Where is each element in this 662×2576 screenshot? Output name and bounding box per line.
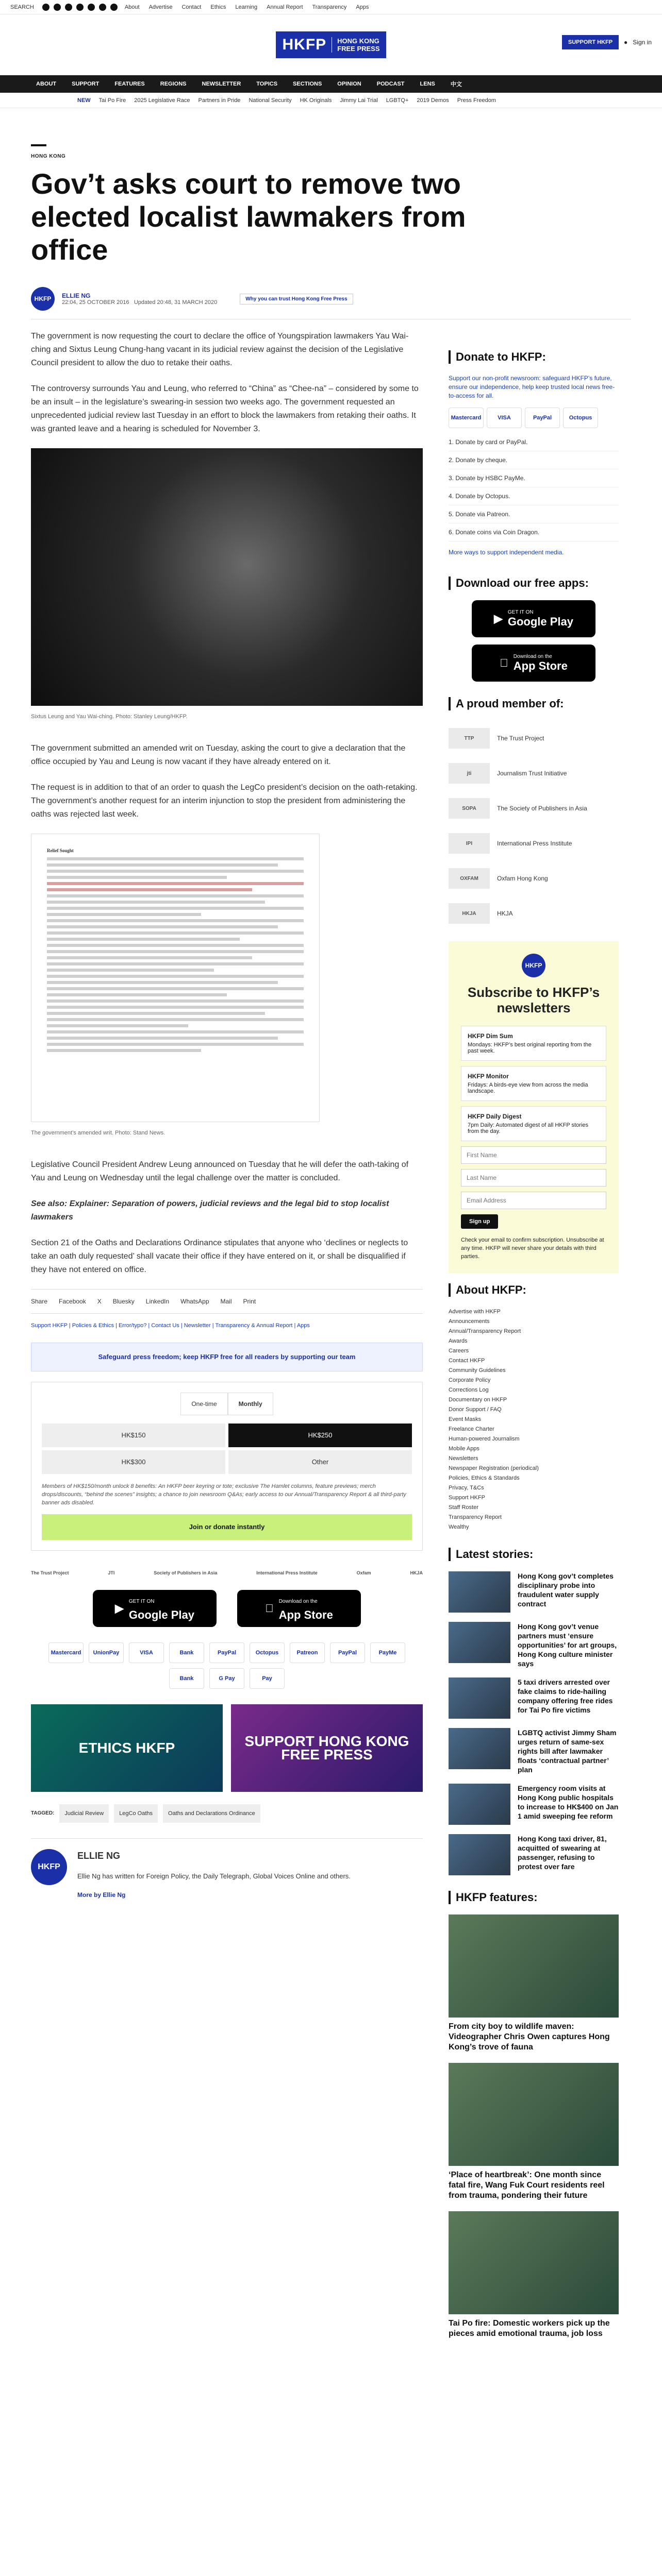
nav-item[interactable]: SUPPORT (72, 81, 100, 87)
tag[interactable]: Judicial Review (59, 1804, 109, 1823)
ethics-banner[interactable]: ETHICS HKFP (31, 1704, 223, 1792)
article-paragraph: The request is in addition to that of an order to quash the LegCo president’s decision on the oath-retaking. The government’s another request for an interim injunction to stop the president from administering the oaths was rejected last week. (31, 783, 418, 819)
payment-icon[interactable]: PayPal (525, 408, 560, 428)
app-store-button[interactable]: Download on the App Store (472, 645, 595, 682)
publish-date: 22:04, 25 OCTOBER 2016 (62, 299, 129, 306)
about-link[interactable]: Policies, Ethics & Standards (449, 1475, 520, 1481)
nav-item[interactable]: SECTIONS (293, 81, 322, 87)
donate-tabs (42, 1393, 412, 1415)
avatar: HKFP (31, 287, 55, 311)
member-item[interactable]: TTP The Trust Project (449, 721, 619, 756)
updated-date: Updated 20:48, 31 MARCH 2020 (134, 299, 218, 306)
nav-item[interactable]: ABOUT (36, 81, 57, 87)
trending-bar (0, 93, 662, 108)
member-item[interactable]: IPI International Press Institute (449, 826, 619, 861)
trending-item[interactable]: HK Originals (300, 97, 332, 104)
top-link[interactable]: Annual Report (267, 4, 303, 10)
member-logo: IPI (449, 833, 490, 854)
payment-icon[interactable]: VISA (129, 1642, 164, 1663)
amount-option[interactable]: Other (228, 1450, 412, 1474)
nav-item[interactable]: NEWSLETTER (202, 81, 241, 87)
doc-title: Relief Sought (47, 848, 74, 853)
donate-option[interactable]: 3. Donate by HSBC PayMe. (449, 469, 619, 487)
partner-logo[interactable]: HKJA (410, 1570, 423, 1575)
feature-story[interactable] (449, 2063, 619, 2201)
donate-option[interactable]: 5. Donate via Patreon. (449, 505, 619, 523)
sidebar (449, 350, 619, 2349)
linkedin-icon[interactable] (99, 4, 106, 11)
latest-story[interactable] (449, 1834, 619, 1875)
partner-logo[interactable]: Oxfam (356, 1570, 371, 1575)
nav-item[interactable]: FEATURES (114, 81, 145, 87)
nav-item[interactable]: REGIONS (160, 81, 187, 87)
payment-icon[interactable]: G Pay (209, 1668, 244, 1689)
article-body (31, 330, 423, 1902)
about-link[interactable]: Donor Support / FAQ (449, 1406, 502, 1413)
about-link[interactable]: Newspaper Registration (periodical) (449, 1465, 539, 1471)
newsletter-option[interactable]: HKFP Dim Sum Mondays: HKFP’s best original reporting from the past week. (461, 1026, 606, 1061)
threads-icon[interactable] (76, 4, 84, 11)
payment-icon[interactable]: PayPal (330, 1642, 365, 1663)
email-field[interactable] (461, 1192, 606, 1209)
about-link[interactable]: Freelance Charter (449, 1426, 494, 1432)
x-icon[interactable] (54, 4, 61, 11)
article-paragraph: Legislative Council President Andrew Leung announced on Tuesday that he will defer the oath-taking of Yau and Leung on Wednesday until the legal challenge over the matter is concluded. (31, 1160, 409, 1182)
instagram-icon[interactable] (65, 4, 72, 11)
member-heading: A proud member of: (449, 697, 619, 710)
about-link[interactable]: Community Guidelines (449, 1367, 506, 1374)
partner-logo[interactable]: JTI (108, 1570, 115, 1575)
amount-option-selected[interactable]: HK$250 (228, 1423, 412, 1447)
first-name-field[interactable] (461, 1146, 606, 1164)
payment-icon[interactable]: VISA (487, 408, 522, 428)
signup-button[interactable]: Sign up (461, 1214, 498, 1229)
article-photo (31, 448, 423, 706)
about-link[interactable]: Careers (449, 1348, 469, 1354)
share-bluesky[interactable]: Bluesky (112, 1298, 135, 1305)
newsletter-logo: HKFP (522, 954, 545, 977)
trending-item[interactable]: Press Freedom (457, 97, 496, 104)
feature-story[interactable] (449, 2211, 619, 2339)
about-link[interactable]: Awards (449, 1338, 468, 1344)
bluesky-icon[interactable] (110, 4, 118, 11)
top-link[interactable]: About (124, 4, 140, 10)
payment-icon[interactable]: Mastercard (48, 1642, 84, 1663)
newsletter-option[interactable]: HKFP Monitor Fridays: A birds-eye view from across the media landscape. (461, 1066, 606, 1101)
article-paragraph: The controversy surrounds Yau and Leung, who referred to “China” as “Chee-na” – considered by some to be an insult – in the legislature’s swearing-in session two weeks ago. The government requested an unprecedented judicial review last Tuesday in an effort to block the lawmakers from retaking their oaths. It was granted leave and a hearing is scheduled for November 3. (31, 384, 419, 433)
tag-list (31, 1804, 423, 1823)
trending-item[interactable]: National Security (249, 97, 292, 104)
nav-item[interactable]: OPINION (337, 81, 361, 87)
tags-label: TAGGED: (31, 1810, 55, 1816)
latest-heading: Latest stories: (449, 1548, 619, 1561)
apple-icon (265, 1602, 274, 1615)
article-paragraph: The government is now requesting the court to declare the office of Youngspiration lawmakers Yau Wai-ching and Sixtus Leung Chung-hang vacant in its judicial review against the decision of the Legislative Council president to allow the duo to retake their oaths. (31, 332, 409, 367)
story-title[interactable]: Emergency room visits at Hong Kong public hospitals to increase to HK$400 on Jan 1 amid sweeping fee reform (518, 1784, 619, 1820)
apps-heading: Download our free apps: (449, 577, 619, 590)
play-icon: ▶ (493, 612, 503, 625)
amount-grid (42, 1423, 412, 1474)
article-header (31, 144, 631, 319)
google-play-button[interactable]: ▶ GET IT ON Google Play (93, 1590, 217, 1627)
donate-option[interactable]: 4. Donate by Octopus. (449, 487, 619, 505)
newsletter-note: Check your email to confirm subscription. Unsubscribe at any time. HKFP will never share your details with third parties. (461, 1237, 604, 1260)
member-item[interactable]: jti Journalism Trust Initiative (449, 756, 619, 791)
top-link[interactable]: Ethics (210, 4, 226, 10)
share-whatsapp[interactable]: WhatsApp (180, 1298, 209, 1305)
payment-icon[interactable]: Pay (250, 1668, 285, 1689)
member-logo: OXFAM (449, 868, 490, 889)
photo-caption: Sixtus Leung and Yau Wai-ching. Photo: Stanley Leung/HKFP. (31, 714, 188, 720)
trending-item[interactable]: 2019 Demos (417, 97, 449, 104)
about-link[interactable]: Privacy, T&Cs (449, 1485, 484, 1491)
tab-monthly[interactable]: Monthly (228, 1393, 273, 1415)
partner-logo[interactable]: The Trust Project (31, 1570, 69, 1575)
more-ways-link[interactable]: More ways to support independent media. (449, 549, 564, 556)
search-link[interactable]: SEARCH (10, 4, 34, 10)
feature-image (449, 2063, 619, 2166)
about-link[interactable]: Advertise with HKFP (449, 1309, 501, 1315)
features-list (449, 1914, 619, 2339)
byline-text (62, 292, 217, 306)
section-rule (31, 144, 46, 146)
nav-item[interactable]: TOPICS (256, 81, 278, 87)
byline (31, 287, 631, 319)
amount-option[interactable]: HK$300 (42, 1450, 225, 1474)
story-thumbnail (449, 1728, 510, 1769)
story-title[interactable]: LGBTQ activist Jimmy Sham urges return of same-sex rights bill after lawmaker floats ‘contractual partner’ plan (518, 1728, 617, 1774)
story-title[interactable]: 5 taxi drivers arrested over fake claims to ride-hailing company offering free rides for Tai Po fire victims (518, 1678, 613, 1714)
story-thumbnail (449, 1571, 510, 1613)
share-linkedin[interactable]: LinkedIn (145, 1298, 170, 1305)
logo-mark: HKFP (282, 36, 327, 53)
donate-intro[interactable]: Support our non-profit newsroom: safeguard HKFP’s future, ensure our independence, help keep trusted local news free-to-access for all. (449, 375, 615, 399)
social-icons (42, 4, 118, 11)
donate-option[interactable]: 2. Donate by cheque. (449, 451, 619, 469)
tag[interactable]: Oaths and Declarations Ordinance (163, 1804, 260, 1823)
payment-icon[interactable]: Patreon (290, 1642, 325, 1663)
donate-options (449, 433, 619, 541)
partner-logo[interactable]: Society of Publishers in Asia (154, 1570, 218, 1575)
hkfp-logo[interactable] (276, 31, 386, 58)
trending-item[interactable]: LGBTQ+ (386, 97, 409, 104)
trending-label: NEW (77, 97, 91, 104)
about-link[interactable]: Corporate Policy (449, 1377, 491, 1383)
latest-story[interactable] (449, 1571, 619, 1613)
story-thumbnail (449, 1784, 510, 1825)
latest-story[interactable] (449, 1728, 619, 1774)
author-link[interactable]: ELLIE NG (62, 292, 91, 299)
partner-logos (31, 1566, 423, 1580)
trust-badge[interactable]: Why you can trust Hong Kong Free Press (240, 294, 353, 304)
masthead (0, 14, 662, 75)
support-banner[interactable]: SUPPORT HONG KONG FREE PRESS (231, 1704, 423, 1792)
latest-list (449, 1571, 619, 1875)
see-also-link[interactable]: See also: Explainer: Separation of powers, judicial reviews and the legal bid to stop localist lawmakers (31, 1199, 389, 1222)
nav-item[interactable]: PODCAST (376, 81, 405, 87)
newsletter-signup (449, 941, 619, 1273)
sign-in-link[interactable]: Sign in (633, 39, 652, 46)
last-name-field[interactable] (461, 1169, 606, 1187)
top-link[interactable]: Learning (235, 4, 258, 10)
about-link[interactable]: Annual/Transparency Report (449, 1328, 521, 1334)
member-benefits: Members of HK$150/month unlock 8 benefits: An HKFP beer keyring or tote; exclusive The Hamlet columns, feature previews; merch drops/discounts, “behind the scenes” insights; a chance to join newsroom Q&As; early access to our Annual/Transparency Report & all third-party banner ads disabled. (42, 1483, 406, 1506)
donate-option[interactable]: 1. Donate by card or PayPal. (449, 433, 619, 451)
member-logo: TTP (449, 728, 490, 749)
newsletter-title: Subscribe to HKFP’s newsletters (467, 985, 600, 1015)
latest-story[interactable] (449, 1622, 619, 1668)
story-thumbnail (449, 1622, 510, 1663)
author-avatar: HKFP (31, 1849, 67, 1885)
section-tag[interactable]: HONG KONG (31, 154, 66, 159)
author-info (77, 1849, 351, 1902)
share-mail[interactable]: Mail (220, 1298, 232, 1305)
about-link[interactable]: Mobile Apps (449, 1446, 479, 1452)
trending-item[interactable]: Partners in Pride (198, 97, 241, 104)
article-paragraph: Section 21 of the Oaths and Declarations Ordinance stipulates that anyone who ‘declines or neglects to take an oath duly requested’ shall vacate their office if they have entered on it, or shall be disqualified if they have not entered on office. (31, 1239, 408, 1274)
app-buttons (31, 1590, 423, 1627)
donate-button[interactable]: Join or donate instantly (42, 1514, 412, 1540)
payment-methods (31, 1642, 423, 1689)
feature-title[interactable]: Tai Po fire: Domestic workers pick up the pieces amid emotional trauma, job loss (449, 2319, 610, 2338)
more-by-link[interactable]: More by Ellie Ng (77, 1891, 126, 1899)
press-freedom-banner[interactable]: Safeguard press freedom; keep HKFP free for all readers by supporting our team (31, 1343, 423, 1371)
article-footer-links[interactable]: Support HKFP | Policies & Ethics | Error/typo? | Contact Us | Newsletter | Transparency & Annual Report | Apps (31, 1323, 310, 1329)
newsletter-option[interactable]: HKFP Daily Digest 7pm Daily: Automated digest of all HKFP stories from the day. (461, 1106, 606, 1141)
amount-option[interactable]: HK$150 (42, 1423, 225, 1447)
about-link[interactable]: Wealthy (449, 1524, 469, 1530)
share-x[interactable]: X (97, 1298, 102, 1305)
nav-item[interactable]: 中文 (450, 81, 462, 88)
about-link[interactable]: Documentary on HKFP (449, 1397, 507, 1403)
payment-icon[interactable]: PayPal (209, 1642, 244, 1663)
donate-widget (31, 1382, 423, 1551)
main-nav (0, 75, 662, 93)
top-link[interactable]: Advertise (148, 4, 173, 10)
top-links (125, 4, 369, 10)
payment-icon[interactable]: Bank (169, 1668, 204, 1689)
payment-icon[interactable]: PayMe (370, 1642, 405, 1663)
feature-image (449, 1914, 619, 2018)
user-icon[interactable]: ● (624, 39, 628, 46)
member-logo: HKJA (449, 903, 490, 924)
member-item[interactable]: SOPA The Society of Publishers in Asia (449, 791, 619, 826)
author-name[interactable]: ELLIE NG (77, 1851, 121, 1861)
top-bar (0, 0, 662, 14)
share-print[interactable]: Print (243, 1298, 256, 1305)
donate-heading: Donate to HKFP: (449, 350, 619, 364)
donate-option[interactable]: 6. Donate coins via Coin Dragon. (449, 523, 619, 541)
apple-icon (500, 656, 508, 670)
trending-item[interactable]: 2025 Legislative Race (134, 97, 190, 104)
feature-title[interactable]: ‘Place of heartbreak’: One month since fatal fire, Wang Fuk Court residents reel from trauma, pondering their future (449, 2171, 605, 2200)
member-logo: jti (449, 763, 490, 784)
payment-icon[interactable]: Octopus (563, 408, 598, 428)
member-logo: SOPA (449, 798, 490, 819)
about-link[interactable]: Staff Roster (449, 1504, 478, 1511)
google-play-button[interactable]: ▶ GET IT ON Google Play (472, 600, 595, 637)
about-link[interactable]: Announcements (449, 1318, 490, 1325)
payment-icon[interactable]: UnionPay (89, 1642, 124, 1663)
author-bio: Ellie Ng has written for Foreign Policy, the Daily Telegraph, Global Voices Online and others. (77, 1872, 351, 1880)
story-title[interactable]: Hong Kong gov’t completes disciplinary probe into fraudulent water supply contract (518, 1572, 614, 1608)
features-heading: HKFP features: (449, 1891, 619, 1904)
trending-item[interactable]: Jimmy Lai Trial (340, 97, 378, 104)
about-link[interactable]: Corrections Log (449, 1387, 489, 1393)
member-item[interactable]: OXFAM Oxfam Hong Kong (449, 861, 619, 896)
top-link[interactable]: Apps (356, 4, 369, 10)
app-store-button[interactable]: Download on the App Store (237, 1590, 361, 1627)
youtube-icon[interactable] (88, 4, 95, 11)
latest-story[interactable] (449, 1677, 619, 1719)
about-link[interactable]: Human-powered Journalism (449, 1436, 520, 1442)
writ-document-image (31, 834, 320, 1122)
story-title[interactable]: Hong Kong gov’t venue partners must ‘ensure opportunities’ for art groups, Hong Kong culture minister says (518, 1622, 617, 1668)
share-label: Share (31, 1298, 48, 1305)
share-facebook[interactable]: Facebook (59, 1298, 86, 1305)
play-icon: ▶ (114, 1602, 124, 1615)
story-thumbnail (449, 1834, 510, 1875)
author-box (31, 1838, 423, 1902)
feature-image (449, 2211, 619, 2314)
about-list (449, 1307, 619, 1532)
about-link[interactable]: Newsletters (449, 1455, 478, 1462)
story-thumbnail (449, 1677, 510, 1719)
trending-item[interactable]: Tai Po Fire (98, 97, 126, 104)
about-link[interactable]: Contact HKFP (449, 1358, 485, 1364)
masthead-actions (562, 35, 652, 49)
support-button[interactable]: SUPPORT HKFP (562, 35, 619, 49)
partner-logo[interactable]: International Press Institute (256, 1570, 318, 1575)
payment-icon[interactable]: Mastercard (449, 408, 484, 428)
page-title: Gov’t asks court to remove two elected localist lawmakers from office (31, 167, 466, 266)
about-link[interactable]: Support HKFP (449, 1495, 485, 1501)
top-link[interactable]: Contact (181, 4, 202, 10)
share-bar (31, 1289, 423, 1314)
promo-banners (31, 1704, 423, 1792)
story-title[interactable]: Hong Kong taxi driver, 81, acquitted of swearing at passenger, refusing to protest over fare (518, 1835, 607, 1871)
about-heading: About HKFP: (449, 1283, 619, 1297)
tab-one-time[interactable]: One-time (180, 1393, 227, 1415)
nav-item[interactable]: LENS (420, 81, 435, 87)
logo-name: HONG KONG FREE PRESS (332, 37, 379, 53)
member-item[interactable]: HKJA HKJA (449, 896, 619, 931)
feature-title[interactable]: From city boy to wildlife maven: Videographer Chris Owen captures Hong Kong’s trove of fauna (449, 2022, 610, 2052)
top-link[interactable]: Transparency (312, 4, 347, 10)
about-link[interactable]: Event Masks (449, 1416, 481, 1422)
facebook-icon[interactable] (42, 4, 49, 11)
latest-story[interactable] (449, 1784, 619, 1825)
payment-icon[interactable]: Octopus (250, 1642, 285, 1663)
payment-icon[interactable]: Bank (169, 1642, 204, 1663)
sidebar-payment-icons (449, 408, 619, 428)
about-link[interactable]: Transparency Report (449, 1514, 502, 1520)
article-paragraph: The government submitted an amended writ on Tuesday, asking the court to give a declaration that the office occupied by Yau and Leung is now vacant if they have already entered on it. (31, 744, 406, 766)
tag[interactable]: LegCo Oaths (114, 1804, 158, 1823)
doc-caption: The government’s amended writ. Photo: Stand News. (31, 1130, 166, 1136)
feature-story[interactable] (449, 1914, 619, 2053)
